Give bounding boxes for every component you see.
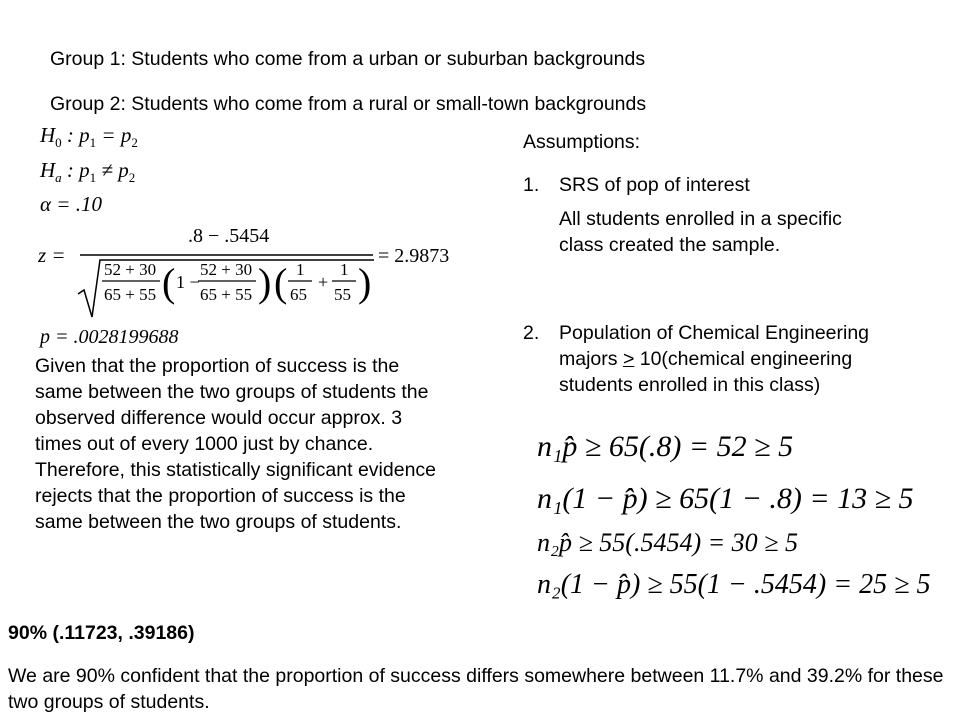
item1-label: SRS of pop of interest bbox=[559, 174, 750, 196]
confidence-interval: 90% (.11723, .39186) bbox=[8, 622, 195, 644]
significance-level: α = .10 bbox=[40, 192, 102, 216]
assumption-item-2 bbox=[523, 320, 883, 398]
z-statistic-formula bbox=[38, 222, 478, 322]
assumptions-title: Assumptions: bbox=[523, 131, 641, 153]
p-value: p = .0028199688 bbox=[40, 326, 179, 348]
close-paren-1: ) bbox=[258, 260, 272, 305]
z-lhs: z = bbox=[38, 243, 66, 267]
plus-sign: + bbox=[318, 272, 329, 292]
conclusion-paragraph: We are 90% confident that the proportion of success differs somewhere between 11.7% and 39.2% for these two groups of students. bbox=[8, 665, 944, 713]
frac2-denominator: 55 bbox=[334, 285, 351, 304]
condition-success-group2: n₂p̂ ≥ 55(.5454) = 30 ≥ 5 bbox=[537, 528, 798, 557]
condition-failure-group2: n₂(1 − p̂) ≥ 55(1 − .5454) = 25 ≥ 5 bbox=[537, 569, 931, 600]
frac1-numerator: 1 bbox=[296, 260, 305, 279]
one-minus: 1 − bbox=[176, 272, 200, 292]
z-result: = 2.9873 bbox=[378, 245, 450, 267]
assumption-item-1 bbox=[523, 172, 843, 258]
item2-text-a: Population of Chemical Engineering majors bbox=[559, 322, 870, 370]
condition-success-group1: n₁p̂ ≥ 65(.8) = 52 ≥ 5 bbox=[537, 430, 794, 463]
open-paren-2: ( bbox=[274, 260, 288, 305]
pooled-p-numerator: 52 + 30 bbox=[104, 260, 157, 279]
item2-number: 2. bbox=[523, 322, 540, 344]
item2-gte-symbol: > bbox=[622, 348, 635, 370]
interpretation-paragraph: Given that the proportion of success is the same between the two groups of students the observed difference would occur approx. 3 times out of every 1000 just by chance. Therefore, this statistically significant evidence rejects that the proportion of success is the same between the two groups of students. bbox=[35, 355, 437, 533]
group2-definition: Group 2: Students who come from a rural or small-town backgrounds bbox=[50, 93, 647, 115]
null-hypothesis: $H_0$ : $p_1 = p_2$ bbox=[40, 123, 138, 151]
frac2-numerator: 1 bbox=[340, 260, 349, 279]
pooled-p-denominator: 65 + 55 bbox=[104, 285, 157, 304]
open-paren-1: ( bbox=[162, 260, 176, 305]
item2-text-b: 10(chemical engineering students enrolled in this class) bbox=[559, 348, 853, 396]
alternative-hypothesis: $H_a$ : $p_1 \ne p_2$ bbox=[40, 158, 136, 186]
z-numerator: .8 − .5454 bbox=[188, 225, 270, 247]
condition-failure-group1: n₁(1 − p̂) ≥ 65(1 − .8) = 13 ≥ 5 bbox=[537, 482, 914, 515]
pooled-p-denominator-2: 65 + 55 bbox=[200, 285, 253, 304]
item1-detail: All students enrolled in a specific class created the sample. bbox=[559, 208, 842, 256]
frac1-denominator: 65 bbox=[290, 285, 307, 304]
close-paren-2: ) bbox=[358, 260, 372, 305]
item1-number: 1. bbox=[523, 174, 540, 196]
pooled-p-numerator-2: 52 + 30 bbox=[200, 260, 253, 279]
group1-definition: Group 1: Students who come from a urban or suburban backgrounds bbox=[50, 48, 646, 70]
